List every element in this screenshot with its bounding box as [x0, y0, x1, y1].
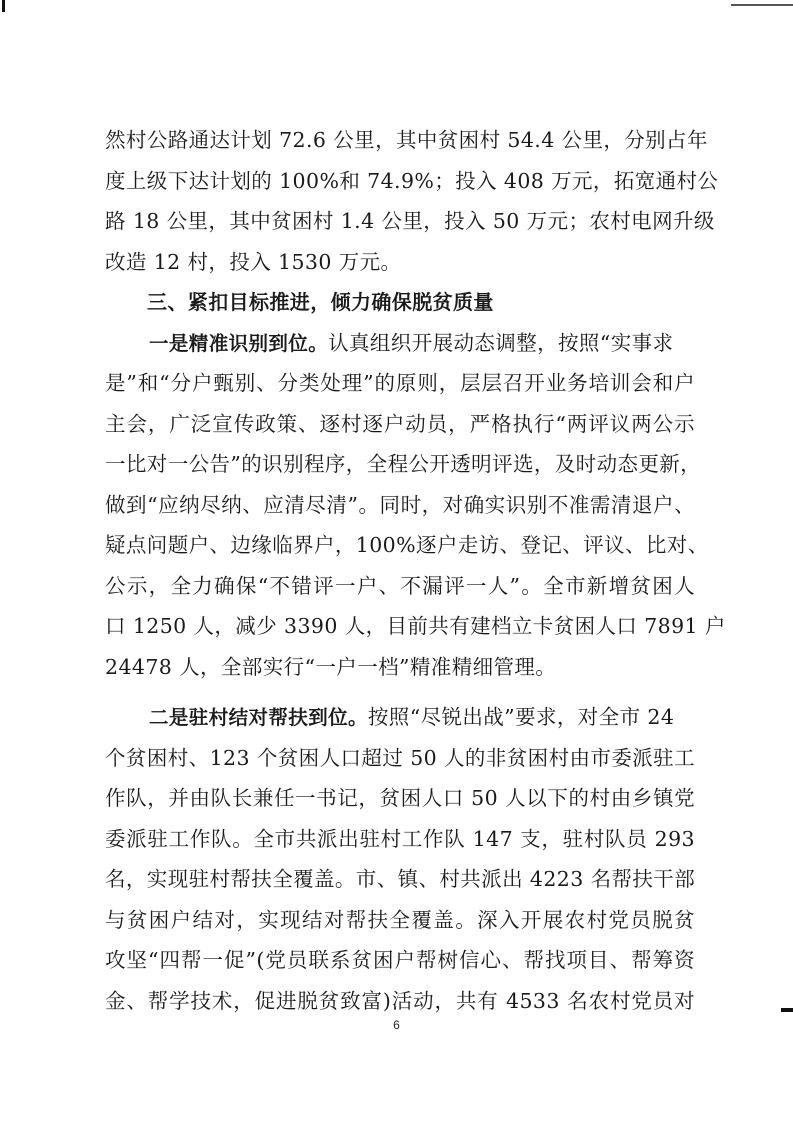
scan-mark-left — [2, 0, 5, 12]
paragraph-lead: 二是驻村结对帮扶到位。 — [149, 706, 368, 729]
paragraph-first-line — [105, 697, 695, 738]
paragraph-first-line — [105, 323, 695, 364]
paragraph-gap — [105, 687, 695, 697]
body-line: 名，实现驻村帮扶全覆盖。市、镇、村共派出 4223 名帮扶干部 — [105, 867, 696, 891]
body-line: 24478 人，全部实行“一户一档”精准精细管理。 — [105, 654, 557, 679]
body-line: 攻坚“四帮一促”(党员联系贫困户帮树信心、帮找项目、帮筹资 — [105, 948, 695, 972]
body-line: 个贫困村、123 个贫困人口超过 50 人的非贫困村由市委派驻工 — [105, 745, 695, 770]
body-line: 做到“应纳尽纳、应清尽清”。同时，对确实识别不准需清退户、 — [105, 492, 695, 517]
paragraph-text: 认真组织开展动态调整，按照“实事求 — [328, 330, 674, 355]
body-line: 度上级下达计划的 100%和 74.9%；投入 408 万元，拓宽通村公 — [105, 168, 719, 193]
body-line: 口 1250 人，减少 3390 人，目前共有建档立卡贫困人口 7891 户 — [105, 614, 726, 638]
body-line: 作队，并由队长兼任一书记，贫困人口 50 人以下的村由乡镇党 — [105, 786, 695, 810]
paragraph-text: 按照“尽锐出战”要求，对全市 24 — [367, 705, 675, 729]
section-heading: 三、紧扣目标推进，倾力确保脱贫质量 — [147, 290, 494, 314]
body-line: 疑点问题户、边缘临界户，100%逐户走访、登记、评议、比对、 — [105, 533, 709, 557]
body-line: 是”和“分户甄别、分类处理”的原则，层层召开业务培训会和户 — [105, 371, 695, 395]
scan-line-top — [731, 4, 793, 6]
body-line: 主会，广泛宣传政策、逐村逐户动员，严格执行“两评议两公示 — [105, 411, 695, 436]
body-line: 路 18 公里，其中贫困村 1.4 公里，投入 50 万元；农村电网升级 — [105, 209, 715, 233]
document-body — [105, 120, 726, 1021]
body-line: 然村公路通达计划 72.6 公里，其中贫困村 54.4 公里，分别占年 — [105, 128, 708, 152]
body-line: 公示，全力确保“不错评一户、不漏评一人”。全市新增贫困人 — [105, 573, 695, 598]
body-line: 金、帮学技术，促进脱贫致富)活动，共有 4533 名农村党员对 — [105, 988, 695, 1013]
paragraph-lead: 一是精准识别到位。 — [149, 331, 329, 355]
page-number: 6 — [393, 1018, 400, 1032]
body-line: 与贫困户结对，实现结对帮扶全覆盖。深入开展农村党员脱贫 — [105, 907, 695, 932]
body-line: 一比对一公告”的识别程序，全程公开透明评选，及时动态更新， — [105, 452, 702, 476]
scan-mark-right — [781, 1008, 793, 1012]
body-line: 改造 12 村，投入 1530 万元。 — [105, 249, 402, 274]
body-line: 委派驻工作队。全市共派出驻村工作队 147 支，驻村队员 293 — [105, 826, 695, 851]
